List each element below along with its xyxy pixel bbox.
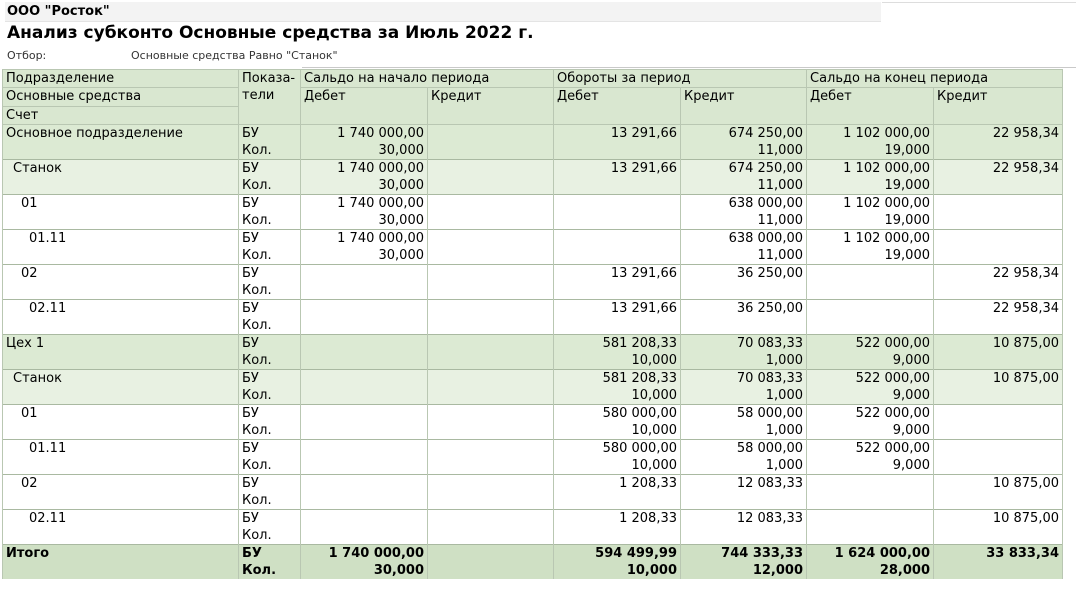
row-label[interactable]: Цех 1: [3, 335, 239, 353]
value-cell[interactable]: [807, 282, 934, 300]
table-row: [3, 422, 1063, 440]
value-cell[interactable]: [301, 300, 428, 318]
value-cell[interactable]: 674 250,00: [681, 125, 807, 143]
value-cell[interactable]: 594 499,99: [554, 545, 681, 563]
report-table: [2, 69, 1063, 579]
indicator-cell: БУ: [239, 300, 301, 318]
value-cell[interactable]: 1 102 000,00: [807, 230, 934, 248]
value-cell[interactable]: 12,000: [681, 562, 807, 579]
indicator-cell: БУ: [239, 125, 301, 143]
value-cell[interactable]: [301, 475, 428, 493]
value-cell[interactable]: [554, 142, 681, 160]
row-label-empty[interactable]: [3, 492, 239, 510]
row-label-empty[interactable]: [3, 562, 239, 579]
row-label[interactable]: 01.11: [3, 440, 239, 458]
value-cell[interactable]: [301, 510, 428, 528]
indicator-cell: БУ: [239, 475, 301, 493]
value-cell[interactable]: [301, 352, 428, 370]
value-cell[interactable]: 1 102 000,00: [807, 195, 934, 213]
value-cell[interactable]: [934, 387, 1063, 405]
value-cell[interactable]: 1 740 000,00: [301, 195, 428, 213]
indicator-cell: Кол.: [239, 282, 301, 300]
indicator-cell: БУ: [239, 230, 301, 248]
value-cell[interactable]: [428, 387, 554, 405]
value-cell[interactable]: [301, 387, 428, 405]
value-cell[interactable]: 1 102 000,00: [807, 125, 934, 143]
table-row: [3, 352, 1063, 370]
row-label[interactable]: Основное подразделение: [3, 125, 239, 143]
value-cell[interactable]: 11,000: [681, 177, 807, 195]
row-label-empty[interactable]: [3, 317, 239, 335]
table-row: [3, 492, 1063, 510]
table-row: [3, 247, 1063, 265]
value-cell[interactable]: 10 875,00: [934, 370, 1063, 388]
value-cell[interactable]: 9,000: [807, 457, 934, 475]
row-label-empty[interactable]: [3, 527, 239, 545]
column-header-closing-credit[interactable]: Кредит: [934, 88, 1063, 125]
value-cell[interactable]: [681, 282, 807, 300]
value-cell[interactable]: 744 333,33: [681, 545, 807, 563]
column-header-opening-debit[interactable]: Дебет: [301, 88, 428, 125]
indicator-cell: БУ: [239, 405, 301, 423]
value-cell[interactable]: 522 000,00: [807, 370, 934, 388]
value-cell[interactable]: [301, 317, 428, 335]
indicator-cell: БУ: [239, 265, 301, 283]
value-cell[interactable]: [681, 492, 807, 510]
value-cell[interactable]: [301, 492, 428, 510]
value-cell[interactable]: [428, 510, 554, 528]
value-cell[interactable]: 10,000: [554, 387, 681, 405]
value-cell[interactable]: 1 740 000,00: [301, 160, 428, 178]
value-cell[interactable]: 12 083,33: [681, 510, 807, 528]
value-cell[interactable]: 10 875,00: [934, 335, 1063, 353]
value-cell[interactable]: [554, 195, 681, 213]
value-cell[interactable]: [807, 527, 934, 545]
row-label-empty[interactable]: [3, 387, 239, 405]
value-cell[interactable]: [934, 492, 1063, 510]
table-row: [3, 142, 1063, 160]
value-cell[interactable]: [428, 300, 554, 318]
indicator-cell: Кол.: [239, 177, 301, 195]
column-header-indicator[interactable]: Показа- тели: [239, 70, 301, 125]
value-cell[interactable]: 58 000,00: [681, 405, 807, 423]
table-row: [3, 230, 1063, 248]
value-cell[interactable]: 22 958,34: [934, 265, 1063, 283]
value-cell[interactable]: 19,000: [807, 142, 934, 160]
column-header-dim2[interactable]: Основные средства: [3, 88, 239, 107]
value-cell[interactable]: 638 000,00: [681, 195, 807, 213]
row-label-empty[interactable]: [3, 177, 239, 195]
value-cell[interactable]: 581 208,33: [554, 370, 681, 388]
value-cell[interactable]: [301, 265, 428, 283]
value-cell[interactable]: 19,000: [807, 247, 934, 265]
row-label[interactable]: Итого: [3, 545, 239, 563]
value-cell[interactable]: [934, 405, 1063, 423]
value-cell[interactable]: [428, 142, 554, 160]
value-cell[interactable]: [301, 405, 428, 423]
value-cell[interactable]: [807, 300, 934, 318]
table-row: [3, 405, 1063, 423]
value-cell[interactable]: [428, 440, 554, 458]
value-cell[interactable]: [301, 527, 428, 545]
value-cell[interactable]: [934, 317, 1063, 335]
value-cell[interactable]: [428, 562, 554, 579]
report-title: Анализ субконто Основные средства за Июль 2022 г.: [7, 23, 534, 43]
value-cell[interactable]: [807, 317, 934, 335]
indicator-cell: БУ: [239, 545, 301, 563]
table-row: [3, 125, 1063, 143]
value-cell[interactable]: 12 083,33: [681, 475, 807, 493]
value-cell[interactable]: 9,000: [807, 422, 934, 440]
table-row: [3, 160, 1063, 178]
row-label[interactable]: 02.11: [3, 300, 239, 318]
value-cell[interactable]: [934, 422, 1063, 440]
table-row: [3, 440, 1063, 458]
value-cell[interactable]: 30,000: [301, 212, 428, 230]
column-header-turnover[interactable]: Обороты за период: [554, 70, 807, 88]
value-cell[interactable]: 638 000,00: [681, 230, 807, 248]
report-body: [3, 125, 1063, 580]
value-cell[interactable]: 36 250,00: [681, 300, 807, 318]
value-cell[interactable]: [934, 282, 1063, 300]
value-cell[interactable]: 1 102 000,00: [807, 160, 934, 178]
indicator-cell: Кол.: [239, 387, 301, 405]
value-cell[interactable]: [301, 457, 428, 475]
value-cell[interactable]: [934, 527, 1063, 545]
value-cell[interactable]: 30,000: [301, 177, 428, 195]
column-header-opening-credit[interactable]: Кредит: [428, 88, 554, 125]
value-cell[interactable]: [428, 160, 554, 178]
value-cell[interactable]: 30,000: [301, 142, 428, 160]
value-cell[interactable]: 28,000: [807, 562, 934, 579]
table-row: [3, 282, 1063, 300]
value-cell[interactable]: [301, 370, 428, 388]
column-header-dim1[interactable]: Подразделение: [3, 70, 239, 88]
value-cell[interactable]: [554, 317, 681, 335]
table-row: [3, 212, 1063, 230]
table-row: [3, 387, 1063, 405]
table-row: [3, 475, 1063, 493]
value-cell[interactable]: [428, 230, 554, 248]
indicator-cell: БУ: [239, 510, 301, 528]
filter-value: Основные средства Равно "Станок": [131, 49, 338, 62]
value-cell[interactable]: [428, 457, 554, 475]
value-cell[interactable]: 1,000: [681, 422, 807, 440]
table-row: [3, 370, 1063, 388]
value-cell[interactable]: 19,000: [807, 212, 934, 230]
value-cell[interactable]: 33 833,34: [934, 545, 1063, 563]
indicator-cell: Кол.: [239, 212, 301, 230]
value-cell[interactable]: 70 083,33: [681, 335, 807, 353]
value-cell[interactable]: [934, 212, 1063, 230]
value-cell[interactable]: 1,000: [681, 352, 807, 370]
divider: [882, 2, 1076, 3]
row-label-empty[interactable]: [3, 457, 239, 475]
indicator-cell: Кол.: [239, 527, 301, 545]
indicator-cell: Кол.: [239, 562, 301, 579]
value-cell[interactable]: 1,000: [681, 387, 807, 405]
value-cell[interactable]: [428, 317, 554, 335]
value-cell[interactable]: 19,000: [807, 177, 934, 195]
value-cell[interactable]: [428, 492, 554, 510]
value-cell[interactable]: 522 000,00: [807, 440, 934, 458]
column-header-turnover-debit[interactable]: Дебет: [554, 88, 681, 125]
value-cell[interactable]: [934, 440, 1063, 458]
value-cell[interactable]: [807, 265, 934, 283]
value-cell[interactable]: [428, 247, 554, 265]
table-row: [3, 300, 1063, 318]
indicator-cell: Кол.: [239, 492, 301, 510]
table-row: [3, 527, 1063, 545]
row-label[interactable]: 01.11: [3, 230, 239, 248]
divider: [302, 67, 1076, 68]
value-cell[interactable]: 580 000,00: [554, 440, 681, 458]
table-row: [3, 457, 1063, 475]
value-cell[interactable]: [934, 352, 1063, 370]
value-cell[interactable]: 1 208,33: [554, 475, 681, 493]
value-cell[interactable]: [554, 492, 681, 510]
value-cell[interactable]: 11,000: [681, 212, 807, 230]
indicator-cell: Кол.: [239, 247, 301, 265]
value-cell[interactable]: 10,000: [554, 562, 681, 579]
value-cell[interactable]: 9,000: [807, 352, 934, 370]
column-header-turnover-credit[interactable]: Кредит: [681, 88, 807, 125]
value-cell[interactable]: [428, 282, 554, 300]
value-cell[interactable]: [934, 562, 1063, 579]
value-cell[interactable]: [428, 265, 554, 283]
value-cell[interactable]: 22 958,34: [934, 125, 1063, 143]
value-cell[interactable]: 13 291,66: [554, 160, 681, 178]
indicator-cell: БУ: [239, 160, 301, 178]
indicator-cell: БУ: [239, 335, 301, 353]
value-cell[interactable]: [428, 195, 554, 213]
value-cell[interactable]: [428, 352, 554, 370]
value-cell[interactable]: 30,000: [301, 562, 428, 579]
value-cell[interactable]: [807, 510, 934, 528]
value-cell[interactable]: [428, 405, 554, 423]
row-label[interactable]: 02.11: [3, 510, 239, 528]
value-cell[interactable]: [554, 230, 681, 248]
filter-label: Отбор:: [7, 49, 47, 62]
value-cell[interactable]: 1 740 000,00: [301, 125, 428, 143]
value-cell[interactable]: 1 740 000,00: [301, 545, 428, 563]
indicator-cell: Кол.: [239, 422, 301, 440]
value-cell[interactable]: 1,000: [681, 457, 807, 475]
row-label-empty[interactable]: [3, 422, 239, 440]
table-row: [3, 195, 1063, 213]
table-row: [3, 335, 1063, 353]
value-cell[interactable]: 1 740 000,00: [301, 230, 428, 248]
value-cell[interactable]: [428, 527, 554, 545]
column-header-opening[interactable]: Сальдо на начало периода: [301, 70, 554, 88]
row-label-empty[interactable]: [3, 352, 239, 370]
row-label[interactable]: 01: [3, 405, 239, 423]
value-cell[interactable]: 22 958,34: [934, 160, 1063, 178]
value-cell[interactable]: 10,000: [554, 457, 681, 475]
value-cell[interactable]: [428, 212, 554, 230]
value-cell[interactable]: 10,000: [554, 422, 681, 440]
row-label[interactable]: Станок: [3, 370, 239, 388]
value-cell[interactable]: [934, 195, 1063, 213]
value-cell[interactable]: 1 624 000,00: [807, 545, 934, 563]
value-cell[interactable]: [554, 212, 681, 230]
total-row: [3, 545, 1063, 563]
value-cell[interactable]: [554, 527, 681, 545]
row-label[interactable]: Станок: [3, 160, 239, 178]
row-label[interactable]: 01: [3, 195, 239, 213]
table-row: [3, 265, 1063, 283]
row-label[interactable]: 02: [3, 265, 239, 283]
value-cell[interactable]: 22 958,34: [934, 300, 1063, 318]
row-label-empty[interactable]: [3, 212, 239, 230]
table-row: [3, 317, 1063, 335]
column-header-dim3[interactable]: Счет: [3, 107, 239, 125]
value-cell[interactable]: 11,000: [681, 142, 807, 160]
value-cell[interactable]: [554, 282, 681, 300]
value-cell[interactable]: [934, 177, 1063, 195]
row-label-empty[interactable]: [3, 282, 239, 300]
value-cell[interactable]: [807, 492, 934, 510]
indicator-cell: БУ: [239, 370, 301, 388]
value-cell[interactable]: [301, 422, 428, 440]
column-header-closing[interactable]: Сальдо на конец периода: [807, 70, 1063, 88]
value-cell[interactable]: [934, 142, 1063, 160]
value-cell[interactable]: 9,000: [807, 387, 934, 405]
value-cell[interactable]: 674 250,00: [681, 160, 807, 178]
table-row: [3, 177, 1063, 195]
value-cell[interactable]: [428, 545, 554, 563]
value-cell[interactable]: [428, 125, 554, 143]
row-label[interactable]: 02: [3, 475, 239, 493]
column-header-closing-debit[interactable]: Дебет: [807, 88, 934, 125]
indicator-cell: БУ: [239, 195, 301, 213]
row-label-empty[interactable]: [3, 142, 239, 160]
value-cell[interactable]: [554, 247, 681, 265]
indicator-cell: БУ: [239, 440, 301, 458]
indicator-cell: Кол.: [239, 457, 301, 475]
value-cell[interactable]: 11,000: [681, 247, 807, 265]
value-cell[interactable]: 70 083,33: [681, 370, 807, 388]
value-cell[interactable]: [301, 335, 428, 353]
value-cell[interactable]: [428, 177, 554, 195]
table-row: [3, 510, 1063, 528]
value-cell[interactable]: [934, 247, 1063, 265]
indicator-cell: Кол.: [239, 352, 301, 370]
value-cell[interactable]: [301, 282, 428, 300]
value-cell[interactable]: [681, 317, 807, 335]
indicator-cell: Кол.: [239, 142, 301, 160]
value-cell[interactable]: 1 208,33: [554, 510, 681, 528]
organization-name: ООО "Росток": [5, 2, 881, 22]
value-cell[interactable]: [428, 370, 554, 388]
value-cell[interactable]: 58 000,00: [681, 440, 807, 458]
value-cell[interactable]: 581 208,33: [554, 335, 681, 353]
row-label-empty[interactable]: [3, 247, 239, 265]
value-cell[interactable]: [301, 440, 428, 458]
indicator-cell: Кол.: [239, 317, 301, 335]
value-cell[interactable]: [554, 177, 681, 195]
value-cell[interactable]: [681, 527, 807, 545]
value-cell[interactable]: [934, 230, 1063, 248]
value-cell[interactable]: 522 000,00: [807, 405, 934, 423]
value-cell[interactable]: [934, 457, 1063, 475]
value-cell[interactable]: 13 291,66: [554, 265, 681, 283]
value-cell[interactable]: [428, 475, 554, 493]
value-cell[interactable]: [807, 475, 934, 493]
value-cell[interactable]: 10 875,00: [934, 510, 1063, 528]
value-cell[interactable]: 13 291,66: [554, 125, 681, 143]
total-row: [3, 562, 1063, 579]
value-cell[interactable]: [428, 422, 554, 440]
value-cell[interactable]: 13 291,66: [554, 300, 681, 318]
value-cell[interactable]: 522 000,00: [807, 335, 934, 353]
value-cell[interactable]: 10,000: [554, 352, 681, 370]
value-cell[interactable]: 36 250,00: [681, 265, 807, 283]
value-cell[interactable]: 580 000,00: [554, 405, 681, 423]
value-cell[interactable]: 10 875,00: [934, 475, 1063, 493]
value-cell[interactable]: [428, 335, 554, 353]
value-cell[interactable]: 30,000: [301, 247, 428, 265]
